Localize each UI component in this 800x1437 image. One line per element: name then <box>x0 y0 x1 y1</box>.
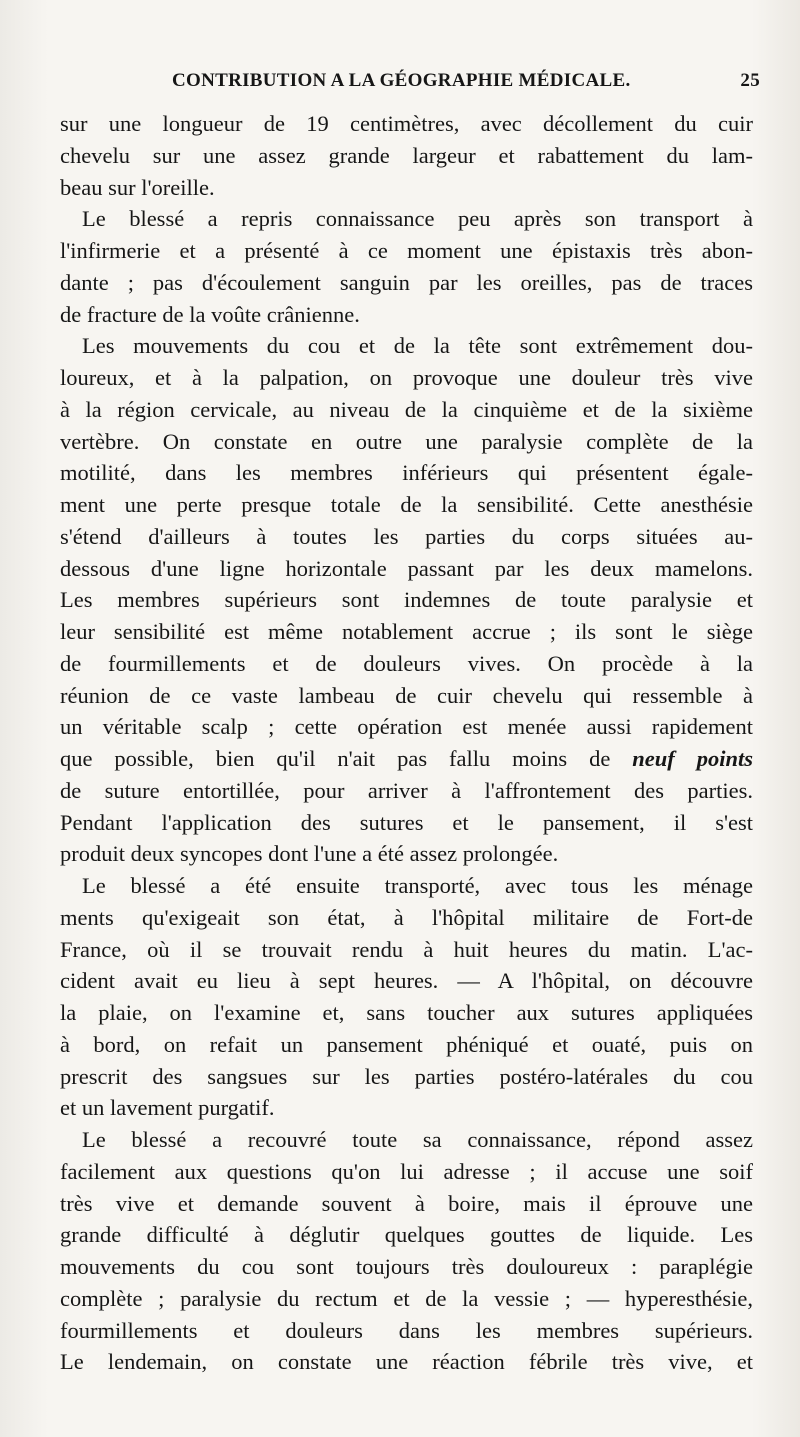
text-line: grande difficulté à déglutir quelques gouttes de liquide. Les <box>60 1222 753 1248</box>
text-line: à bord, on refait un pansement phéniqué et ouaté, puis on <box>60 1031 753 1057</box>
paragraph <box>60 870 753 1124</box>
running-title: CONTRIBUTION A LA GÉOGRAPHIE MÉDICALE. <box>172 70 631 91</box>
text-line: France, où il se trouvait rendu à huit heures du matin. L'ac- <box>60 936 753 962</box>
running-header <box>60 70 760 100</box>
line-text: que possible, bien qu'il n'ait pas fallu moins de <box>60 746 611 771</box>
page-number: 25 <box>740 70 760 91</box>
text-line: sur une longueur de 19 centimètres, avec décollement du cuir <box>60 111 753 136</box>
text-line: Le blessé a recouvré toute sa connaissance, répond assez <box>82 1127 753 1152</box>
text-line: Les membres supérieurs sont indemnes de toute paralysie et <box>60 587 753 613</box>
text-line: à la région cervicale, au niveau de la cinquième et de la sixième <box>60 396 753 422</box>
text-line: la plaie, on l'examine et, sans toucher aux sutures appliquées <box>60 1000 753 1025</box>
text-line: prescrit des sangsues sur les parties postéro-latérales du cou <box>60 1063 753 1089</box>
text-line: de fracture de la voûte crânienne. <box>60 301 360 327</box>
text-line: et un lavement purgatif. <box>60 1095 275 1121</box>
text-line: Le blessé a repris connaissance peu après son transport à <box>82 206 753 232</box>
paragraph <box>60 108 753 203</box>
text-line: fourmillements et douleurs dans les membres supérieurs. <box>60 1317 753 1343</box>
text-line: Le lendemain, on constate une réaction fébrile très vive, et <box>60 1349 753 1375</box>
text-line: réunion de ce vaste lambeau de cuir chevelu qui ressemble à <box>60 682 753 708</box>
text-line <box>60 743 753 775</box>
text-line: leur sensibilité est même notablement accrue ; ils sont le siège <box>60 619 753 644</box>
emphasis-text: neuf points <box>610 746 753 771</box>
text-line: loureux, et à la palpation, on provoque une douleur très vive <box>60 365 753 390</box>
paragraph <box>60 1124 753 1378</box>
text-line: dessous d'une ligne horizontale passant par les deux mamelons. <box>60 555 753 581</box>
text-line: ment une perte presque totale de la sensibilité. Cette anesthésie <box>60 492 753 517</box>
text-line: de fourmillements et de douleurs vives. On procède à la <box>60 650 753 676</box>
text-line: dante ; pas d'écoulement sanguin par les oreilles, pas de traces <box>60 269 753 295</box>
paragraph <box>60 330 753 870</box>
text-line: complète ; paralysie du rectum et de la vessie ; — hyperesthésie, <box>60 1285 753 1311</box>
text-line: beau sur l'oreille. <box>60 174 215 200</box>
text-line: facilement aux questions qu'on lui adresse ; il accuse une soif <box>60 1158 753 1184</box>
text-line: Le blessé a été ensuite transporté, avec tous les ménage <box>82 873 753 898</box>
text-line: Pendant l'application des sutures et le pansement, il s'est <box>60 809 753 835</box>
text-line: vertèbre. On constate en outre une paralysie complète de la <box>60 428 753 454</box>
text-line: ments qu'exigeait son état, à l'hôpital militaire de Fort-de <box>60 904 753 930</box>
body-text <box>60 108 753 1378</box>
text-line: un véritable scalp ; cette opération est menée aussi rapidement <box>60 714 753 740</box>
text-line: mouvements du cou sont toujours très douloureux : paraplégie <box>60 1254 753 1279</box>
text-line: motilité, dans les membres inférieurs qui présentent égale- <box>60 460 753 486</box>
text-line: de suture entortillée, pour arriver à l'affrontement des parties. <box>60 777 753 803</box>
text-line: Les mouvements du cou et de la tête sont extrêmement dou- <box>82 333 753 359</box>
paragraph <box>60 203 753 330</box>
text-line: produit deux syncopes dont l'une a été assez prolongée. <box>60 841 559 867</box>
text-line: très vive et demande souvent à boire, mais il éprouve une <box>60 1190 753 1216</box>
text-line: s'étend d'ailleurs à toutes les parties du corps situées au- <box>60 523 753 549</box>
text-line: cident avait eu lieu à sept heures. — A l'hôpital, on découvre <box>60 968 753 994</box>
text-line: l'infirmerie et a présenté à ce moment une épistaxis très abon- <box>60 238 753 263</box>
text-line: chevelu sur une assez grande largeur et rabattement du lam- <box>60 142 753 168</box>
